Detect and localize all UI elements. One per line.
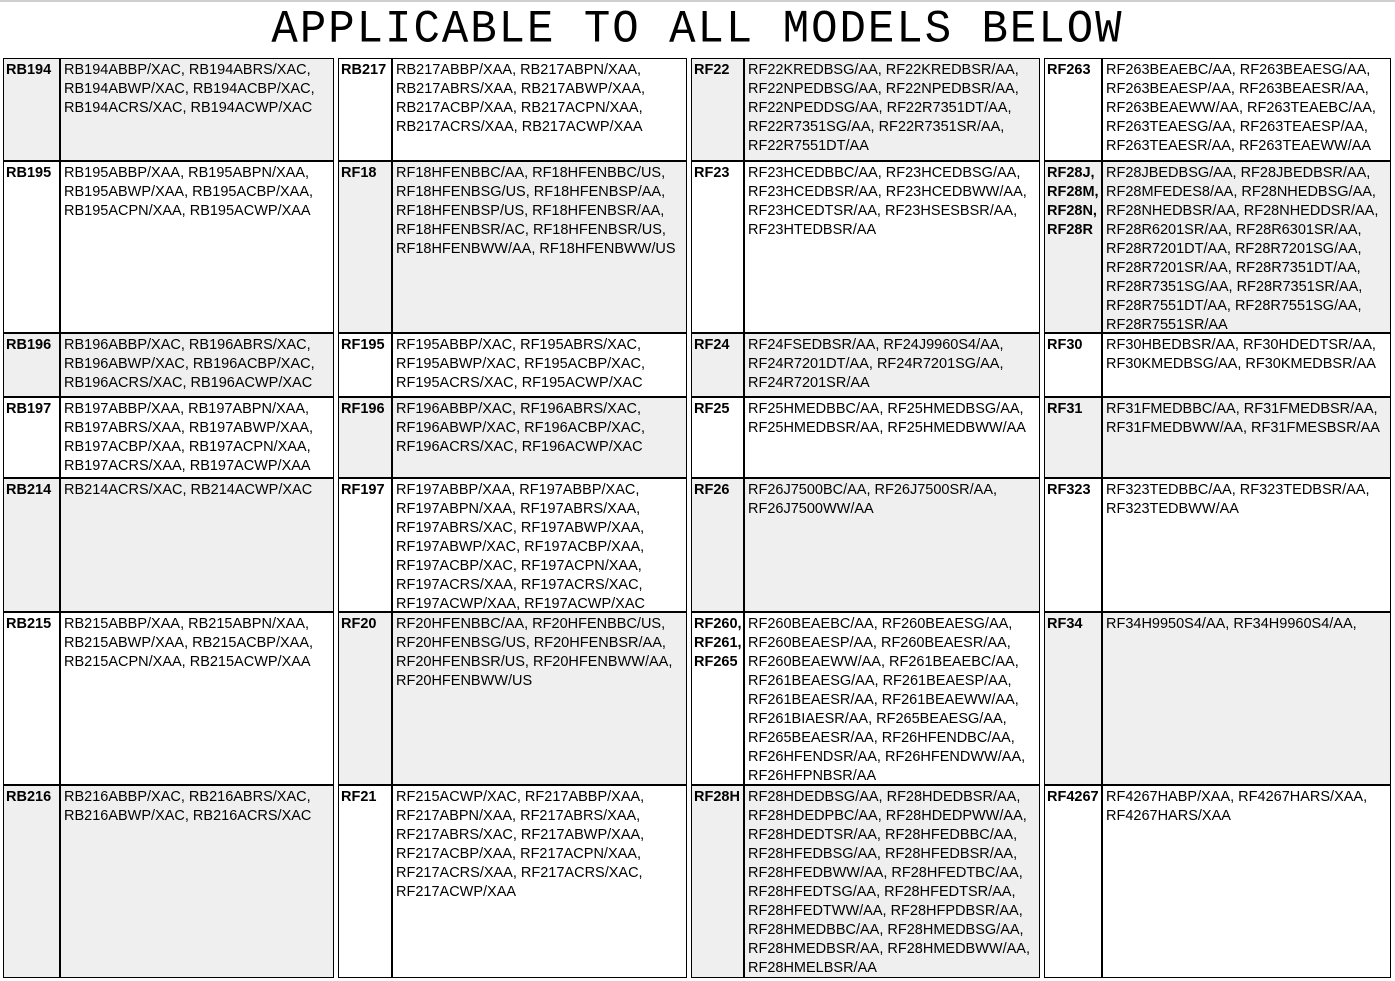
table-cell-label: RF22 (691, 58, 744, 161)
table-cell-label: RF34 (1044, 612, 1102, 785)
table-cell-label: RB216 (3, 785, 60, 978)
table-cell-models: RB197ABBP/XAA, RB197ABPN/XAA, RB197ABRS/XAA, RB197ABWP/XAA, RB197ACBP/XAA, RB197ACPN/XAA, RB197ACRS/XAA, RB197ACWP/XAA (60, 397, 334, 478)
table-cell-models: RF196ABBP/XAC, RF196ABRS/XAC, RF196ABWP/XAC, RF196ACBP/XAC, RF196ACRS/XAC, RF196ACWP/XAC (392, 397, 687, 478)
table-cell-label: RF260, RF261, RF265 (691, 612, 744, 785)
table-cell-label: RF263 (1044, 58, 1102, 161)
table-cell-models: RB216ABBP/XAC, RB216ABRS/XAC, RB216ABWP/XAC, RB216ACRS/XAC (60, 785, 334, 978)
table-cell-models: RF260BEAEBC/AA, RF260BEAESG/AA, RF260BEAESP/AA, RF260BEAESR/AA, RF260BEAEWW/AA, RF261BEAEBC/AA, RF261BEAESG/AA, RF261BEAESP/AA, RF261BEAESR/AA, RF261BEAEWW/AA, RF261BIAESR/AA, RF265BEAESG/AA, RF265BEAESR/AA, RF26HFENDBC/AA, RF26HFENDSR/AA, RF26HFENDWW/AA, RF26HFPNBSR/AA (744, 612, 1040, 785)
table-cell-models: RF4267HABP/XAA, RF4267HARS/XAA, RF4267HARS/XAA (1102, 785, 1391, 978)
table-cell-models: RB214ACRS/XAC, RB214ACWP/XAC (60, 478, 334, 612)
table-cell-label: RB195 (3, 161, 60, 333)
table-cell-models: RF26J7500BC/AA, RF26J7500SR/AA, RF26J7500WW/AA (744, 478, 1040, 612)
table-cell-models: RF197ABBP/XAA, RF197ABBP/XAC, RF197ABPN/XAA, RF197ABRS/XAA, RF197ABRS/XAC, RF197ABWP/XAA, RF197ABWP/XAC, RF197ACBP/XAA, RF197ACBP/XAC, RF197ACPN/XAA, RF197ACRS/XAA, RF197ACRS/XAC, RF197ACWP/XAA, RF197ACWP/XAC (392, 478, 687, 612)
table-cell-label: RF323 (1044, 478, 1102, 612)
table-cell-models: RB217ABBP/XAA, RB217ABPN/XAA, RB217ABRS/XAA, RB217ABWP/XAA, RB217ACBP/XAA, RB217ACPN/XAA, RB217ACRS/XAA, RB217ACWP/XAA (392, 58, 687, 161)
table-cell-label: RF196 (338, 397, 392, 478)
table-cell-label: RB196 (3, 333, 60, 397)
table-cell-label: RF31 (1044, 397, 1102, 478)
page-title: APPLICABLE TO ALL MODELS BELOW (271, 3, 1124, 57)
table-cell-label: RF28H (691, 785, 744, 978)
table-cell-models: RF31FMEDBBC/AA, RF31FMEDBSR/AA, RF31FMEDBWW/AA, RF31FMESBSR/AA (1102, 397, 1391, 478)
table-cell-models: RB196ABBP/XAC, RB196ABRS/XAC, RB196ABWP/XAC, RB196ACBP/XAC, RB196ACRS/XAC, RB196ACWP/XAC (60, 333, 334, 397)
table-cell-models: RF215ACWP/XAC, RF217ABBP/XAA, RF217ABPN/XAA, RF217ABRS/XAA, RF217ABRS/XAC, RF217ABWP/XAA, RF217ACBP/XAA, RF217ACPN/XAA, RF217ACRS/XAA, RF217ACRS/XAC, RF217ACWP/XAA (392, 785, 687, 978)
table-cell-models: RF22KREDBSG/AA, RF22KREDBSR/AA, RF22NPEDBSG/AA, RF22NPEDBSR/AA, RF22NPEDDSG/AA, RF22R7351DT/AA, RF22R7351SG/AA, RF22R7351SR/AA, RF22R7551DT/AA (744, 58, 1040, 161)
table-cell-label: RB194 (3, 58, 60, 161)
table-cell-label: RF20 (338, 612, 392, 785)
table-cell-label: RB215 (3, 612, 60, 785)
table-cell-models: RF28JBEDBSG/AA, RF28JBEDBSR/AA, RF28MFEDES8/AA, RF28NHEDBSG/AA, RF28NHEDBSR/AA, RF28NHEDDSR/AA, RF28R6201SR/AA, RF28R6301SR/AA, RF28R7201DT/AA, RF28R7201SG/AA, RF28R7201SR/AA, RF28R7351DT/AA, RF28R7351SG/AA, RF28R7351SR/AA, RF28R7551DT/AA, RF28R7551SG/AA, RF28R7551SR/AA (1102, 161, 1391, 333)
table-cell-label: RB217 (338, 58, 392, 161)
table-cell-label: RF21 (338, 785, 392, 978)
table-cell-models: RF20HFENBBC/AA, RF20HFENBBC/US, RF20HFENBSG/US, RF20HFENBSR/AA, RF20HFENBSR/US, RF20HFENBWW/AA, RF20HFENBWW/US (392, 612, 687, 785)
table-cell-label: RF4267 (1044, 785, 1102, 978)
table-cell-models: RF323TEDBBC/AA, RF323TEDBSR/AA, RF323TEDBWW/AA (1102, 478, 1391, 612)
table-cell-models: RF24FSEDBSR/AA, RF24J9960S4/AA, RF24R7201DT/AA, RF24R7201SG/AA, RF24R7201SR/AA (744, 333, 1040, 397)
table-cell-models: RF195ABBP/XAC, RF195ABRS/XAC, RF195ABWP/XAC, RF195ACBP/XAC, RF195ACRS/XAC, RF195ACWP/XAC (392, 333, 687, 397)
table-cell-label: RF30 (1044, 333, 1102, 397)
table-cell-label: RF24 (691, 333, 744, 397)
table-cell-models: RB194ABBP/XAC, RB194ABRS/XAC, RB194ABWP/XAC, RB194ACBP/XAC, RB194ACRS/XAC, RB194ACWP/XAC (60, 58, 334, 161)
table-cell-label: RF23 (691, 161, 744, 333)
table-cell-label: RF197 (338, 478, 392, 612)
table-cell-label: RF26 (691, 478, 744, 612)
table-cell-label: RF28J, RF28M, RF28N, RF28R (1044, 161, 1102, 333)
table-cell-label: RF195 (338, 333, 392, 397)
table-cell-models: RF34H9950S4/AA, RF34H9960S4/AA, (1102, 612, 1391, 785)
model-compatibility-table (3, 58, 1391, 978)
table-cell-label: RB214 (3, 478, 60, 612)
table-cell-models: RB215ABBP/XAA, RB215ABPN/XAA, RB215ABWP/XAA, RB215ACBP/XAA, RB215ACPN/XAA, RB215ACWP/XAA (60, 612, 334, 785)
table-cell-models: RF25HMEDBBC/AA, RF25HMEDBSG/AA, RF25HMEDBSR/AA, RF25HMEDBWW/AA (744, 397, 1040, 478)
table-cell-models: RF263BEAEBC/AA, RF263BEAESG/AA, RF263BEAESP/AA, RF263BEAESR/AA, RF263BEAEWW/AA, RF263TEAEBC/AA, RF263TEAESG/AA, RF263TEAESP/AA, RF263TEAESR/AA, RF263TEAEWW/AA (1102, 58, 1391, 161)
table-cell-models: RB195ABBP/XAA, RB195ABPN/XAA, RB195ABWP/XAA, RB195ACBP/XAA, RB195ACPN/XAA, RB195ACWP/XAA (60, 161, 334, 333)
table-cell-models: RF23HCEDBBC/AA, RF23HCEDBSG/AA, RF23HCEDBSR/AA, RF23HCEDBWW/AA, RF23HCEDTSR/AA, RF23HSESBSR/AA, RF23HTEDBSR/AA (744, 161, 1040, 333)
table-cell-label: RF25 (691, 397, 744, 478)
table-cell-models: RF18HFENBBC/AA, RF18HFENBBC/US, RF18HFENBSG/US, RF18HFENBSP/AA, RF18HFENBSP/US, RF18HFENBSR/AA, RF18HFENBSR/AC, RF18HFENBSR/US, RF18HFENBWW/AA, RF18HFENBWW/US (392, 161, 687, 333)
table-cell-label: RF18 (338, 161, 392, 333)
table-cell-models: RF28HDEDBSG/AA, RF28HDEDBSR/AA, RF28HDEDPBC/AA, RF28HDEDPWW/AA, RF28HDEDTSR/AA, RF28HFEDBBC/AA, RF28HFEDBSG/AA, RF28HFEDBSR/AA, RF28HFEDBWW/AA, RF28HFEDTBC/AA, RF28HFEDTSG/AA, RF28HFEDTSR/AA, RF28HFEDTWW/AA, RF28HFPDBSR/AA, RF28HMEDBBC/AA, RF28HMEDBSG/AA, RF28HMEDBSR/AA, RF28HMEDBWW/AA, RF28HMELBSR/AA (744, 785, 1040, 978)
table-cell-models: RF30HBEDBSR/AA, RF30HDEDTSR/AA, RF30KMEDBSG/AA, RF30KMEDBSR/AA (1102, 333, 1391, 397)
table-cell-label: RB197 (3, 397, 60, 478)
